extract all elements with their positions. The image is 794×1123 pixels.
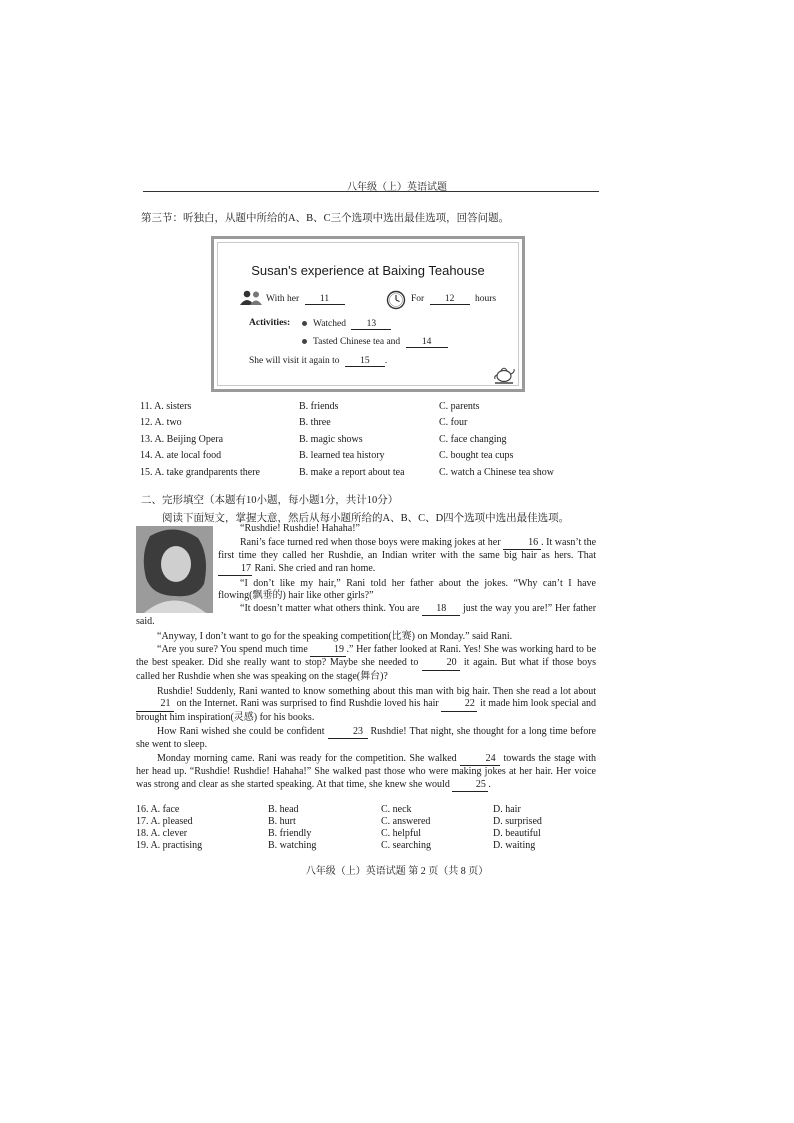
section2-instruction: 阅读下面短文，掌握大意，然后从每小题所给的A、B、C、D四个选项中选出最佳选项。 xyxy=(162,513,570,524)
watched-label: Watched xyxy=(313,319,346,329)
section2-title: 二、完形填空（本题有10小题，每小题1分，共计10分） xyxy=(141,495,399,506)
q17-option-b: B. hurt xyxy=(268,816,296,827)
page-footer: 八年级（上）英语试题 第 2 页（共 8 页） xyxy=(305,866,489,877)
passage-text: Rani’s face turned red when those boys were making jokes at her xyxy=(240,537,501,548)
activities-label: Activities: xyxy=(249,318,291,328)
blank-25: 25 xyxy=(452,779,488,792)
passage-text: just the way you are!” Her father said. xyxy=(136,603,597,628)
page-header-title: 八年级（上）英语试题 xyxy=(347,182,447,193)
blank-19: 19 xyxy=(310,644,346,657)
blank-12: 12 xyxy=(430,294,470,305)
q14-option-a: 14. A. ate local food xyxy=(140,450,222,461)
q16-option-c: C. neck xyxy=(381,804,412,815)
with-her-label: With her xyxy=(266,294,300,304)
q14-option-c: C. bought tea cups xyxy=(439,450,514,461)
q12-option-a: 12. A. two xyxy=(140,417,182,428)
blank-11: 11 xyxy=(305,294,345,305)
q19-option-a: 19. A. practising xyxy=(136,840,203,851)
q13-option-a: 13. A. Beijing Opera xyxy=(140,434,224,445)
blank-23: 23 xyxy=(328,726,368,739)
q19-option-b: B. watching xyxy=(268,840,317,851)
blank-24: 24 xyxy=(460,753,500,766)
passage-para-5: “Anyway, I don’t want to go for the speaking competition(比赛) on Monday.” said Rani. xyxy=(157,631,513,642)
teahouse-info-box xyxy=(211,236,525,392)
q18-option-a: 18. A. clever xyxy=(136,828,188,839)
q19-option-c: C. searching xyxy=(381,840,431,851)
q16-option-a: 16. A. face xyxy=(136,804,180,815)
q15-option-a: 15. A. take grandparents there xyxy=(140,467,260,478)
blank-13: 13 xyxy=(351,319,391,330)
q17-option-c: C. answered xyxy=(381,816,431,827)
hours-label: hours xyxy=(474,294,497,304)
passage-text: . It wasn’t the first time they called her Rushdie, an Indian writer with the same big hair as hers. That xyxy=(218,537,597,562)
q13-option-c: C. face changing xyxy=(439,434,507,445)
visit-label: She will visit it again to xyxy=(249,356,340,366)
bullet-dot xyxy=(302,321,307,326)
passage-para-7 xyxy=(136,686,596,724)
blank-20: 20 xyxy=(422,657,460,670)
q15-option-c: C. watch a Chinese tea show xyxy=(439,467,554,478)
passage-text: on the Internet. Rani was surprised to find Rushdie loved his hair xyxy=(176,698,439,710)
for-hours-line xyxy=(411,294,496,305)
q17-option-d: D. surprised xyxy=(493,816,542,827)
tasted-label: Tasted Chinese tea and xyxy=(313,337,401,347)
q15-option-b: B. make a report about tea xyxy=(299,467,405,478)
blank-16: 16 xyxy=(503,537,541,550)
blank-22: 22 xyxy=(441,698,477,711)
activity-tasted xyxy=(302,337,448,348)
q12-option-b: B. three xyxy=(299,417,331,428)
visit-again-line xyxy=(249,356,387,367)
clock-icon xyxy=(386,290,406,310)
q16-option-d: D. hair xyxy=(493,804,521,815)
section3-instruction: 第三节：听独白，从题中所给的A、B、C三个选项中选出最佳选项，回答问题。 xyxy=(141,213,510,224)
passage-para-8 xyxy=(136,726,596,752)
for-label: For xyxy=(411,294,425,304)
activity-watched xyxy=(302,319,391,330)
passage-text: Rani. She cried and ran home. xyxy=(254,562,376,574)
passage-text: it again. But what if those boys called her Rushdie when she was speaking on the stage(舞台)? xyxy=(136,657,597,682)
passage-text: How Rani wished she could be confident xyxy=(157,726,325,737)
q11-option-a: 11. A. sisters xyxy=(140,401,192,412)
girl-photo xyxy=(136,526,213,613)
blank-15: 15 xyxy=(345,356,385,367)
q17-option-a: 17. A. pleased xyxy=(136,816,193,827)
blank-18: 18 xyxy=(422,603,460,616)
q18-option-b: B. friendly xyxy=(268,828,312,839)
with-her-line xyxy=(266,294,345,305)
passage-text: towards the stage with her head up. “Rushdie! Rushdie! Hahaha!” She walked past those who were making jokes at her hair. Her voice was strong and clear as she started speaking. At that time, she knew she would xyxy=(136,753,596,790)
passage-text: . xyxy=(488,778,491,790)
passage-para-1: “Rushdie! Rushdie! Hahaha!” xyxy=(240,523,360,534)
q19-option-d: D. waiting xyxy=(493,840,536,851)
passage-text: Rushdie! That night, she thought for a long time before she went to sleep. xyxy=(136,726,596,751)
passage-para-4 xyxy=(136,603,596,629)
passage-text: “Are you sure? You spend much time xyxy=(157,644,308,655)
visit-period: . xyxy=(384,356,388,366)
header-divider xyxy=(143,191,599,192)
passage-para-9 xyxy=(136,753,596,792)
q18-option-c: C. helpful xyxy=(381,828,421,839)
blank-14: 14 xyxy=(406,337,448,348)
teahouse-box-title: Susan's experience at Baixing Teahouse xyxy=(251,263,485,278)
bullet-dot xyxy=(302,339,307,344)
q11-option-c: C. parents xyxy=(439,401,480,412)
passage-text: .” Her father looked at Rani. Yes! She was working hard to be the best speaker. Did she really want to stop? Maybe she needed to xyxy=(136,644,597,669)
q16-option-b: B. head xyxy=(268,804,299,815)
q14-option-b: B. learned tea history xyxy=(299,450,385,461)
q11-option-b: B. friends xyxy=(299,401,339,412)
teapot-icon xyxy=(492,363,516,385)
q13-option-b: B. magic shows xyxy=(299,434,363,445)
people-icon xyxy=(239,290,263,306)
passage-para-2 xyxy=(218,537,596,576)
blank-21: 21 xyxy=(136,698,174,711)
passage-para-6 xyxy=(136,644,596,683)
passage-text: “It doesn’t matter what others think. You are xyxy=(240,603,420,614)
passage-text: Rushdie! Suddenly, Rani wanted to know something about this man with big hair. Then she read a lot about xyxy=(157,686,596,697)
q18-option-d: D. beautiful xyxy=(493,828,541,839)
blank-17: 17 xyxy=(218,563,252,576)
passage-text: it made him look special and brought him inspiration(灵感) for his books. xyxy=(136,698,597,723)
q12-option-c: C. four xyxy=(439,417,468,428)
passage-text: Monday morning came. Rani was ready for the competition. She walked xyxy=(157,753,457,764)
passage-para-3: “I don’t like my hair,” Rani told her father about the jokes. “Why can’t I have flowing(飘垂的) hair like other girls?” xyxy=(218,578,596,602)
